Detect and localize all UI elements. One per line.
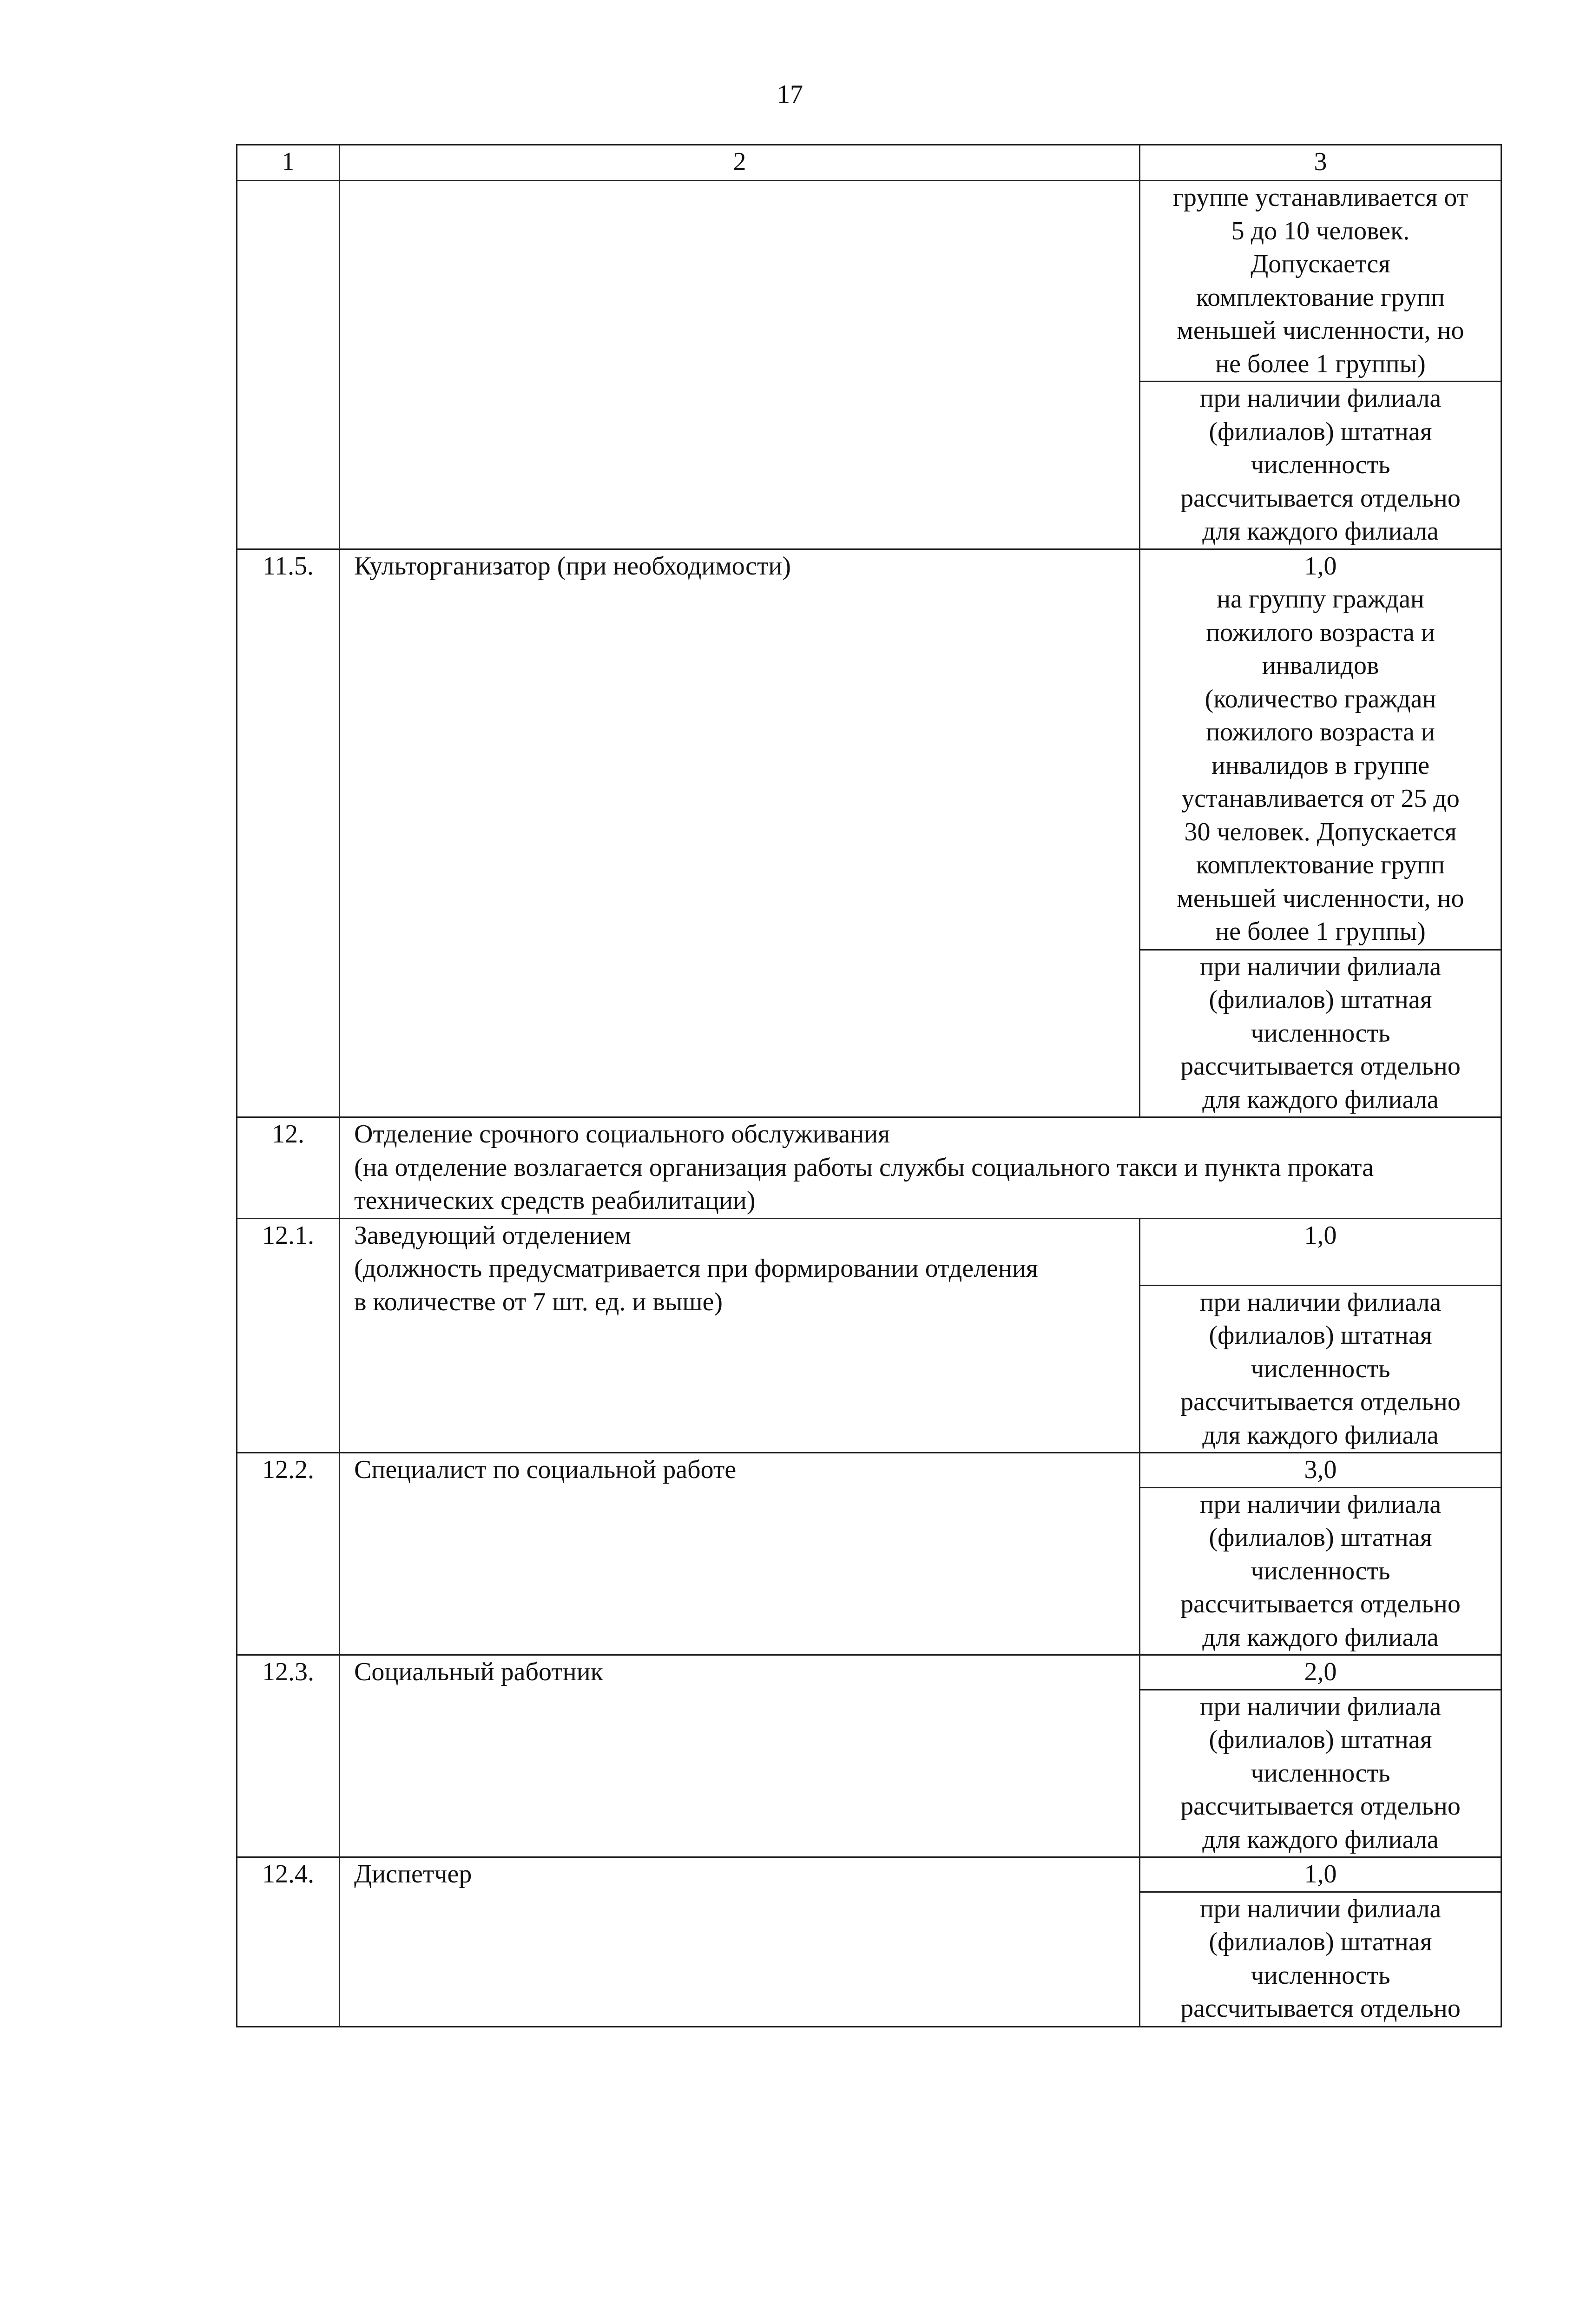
row-title: Специалист по социальной работе [340,1453,1140,1655]
row-title: Заведующий отделением (должность предусматривается при формировании отделения в количестве от 7 шт. ед. и выше) [340,1218,1140,1453]
row-title: Отделение срочного социального обслуживания (на отделение возлагается организация работы службы социального такси и пункта проката технических средств реабилитации) [340,1117,1501,1219]
row-value: 1,0 [1140,1857,1501,1892]
row-number: 12.1. [237,1218,340,1453]
row-title-empty [340,181,1140,549]
header-col-1: 1 [237,145,340,181]
row-number-empty [237,181,340,549]
page-number: 17 [777,80,803,109]
table-row [237,1218,1501,1285]
table-row [237,181,1501,382]
groups-note: группе устанавливается от 5 до 10 человек. Допускается комплектование групп меньшей численности, но не более 1 группы) [1140,181,1501,382]
branch-note: при наличии филиала (филиалов) штатная численность рассчитывается отдельно для каждого филиала [1140,1285,1501,1453]
row-norm: 1,0 на группу граждан пожилого возраста и инвалидов (количество граждан пожилого возраста и инвалидов в группе устанавливается от 25 до 30 человек. Допускается комплектование групп меньшей численности, но не более 1 группы) [1140,549,1501,950]
row-number: 12.3. [237,1655,340,1857]
row-number: 12.2. [237,1453,340,1655]
branch-note: при наличии филиала (филиалов) штатная численность рассчитывается отдельно для каждого филиала [1140,1690,1501,1857]
row-value: 3,0 [1140,1453,1501,1488]
branch-note: при наличии филиала (филиалов) штатная численность рассчитывается отдельно [1140,1892,1501,2027]
table-row [237,1857,1501,1892]
row-number: 12. [237,1117,340,1219]
row-value: 2,0 [1140,1655,1501,1690]
header-col-2: 2 [340,145,1140,181]
header-col-3: 3 [1140,145,1501,181]
table-row [237,549,1501,950]
row-number: 12.4. [237,1857,340,2027]
row-number: 11.5. [237,549,340,1117]
row-title: Диспетчер [340,1857,1140,2027]
row-title: Социальный работник [340,1655,1140,1857]
row-value: 1,0 [1140,1218,1501,1285]
branch-note: при наличии филиала (филиалов) штатная численность рассчитывается отдельно для каждого филиала [1140,1487,1501,1655]
branch-note: при наличии филиала (филиалов) штатная численность рассчитывается отдельно для каждого филиала [1140,382,1501,549]
table-header-row [237,145,1501,181]
branch-note: при наличии филиала (филиалов) штатная численность рассчитывается отдельно для каждого филиала [1140,950,1501,1117]
table-row [237,1655,1501,1690]
table-row [237,1453,1501,1488]
row-title: Культорганизатор (при необходимости) [340,549,1140,1117]
staffing-table [236,144,1502,2027]
table-row [237,1117,1501,1219]
